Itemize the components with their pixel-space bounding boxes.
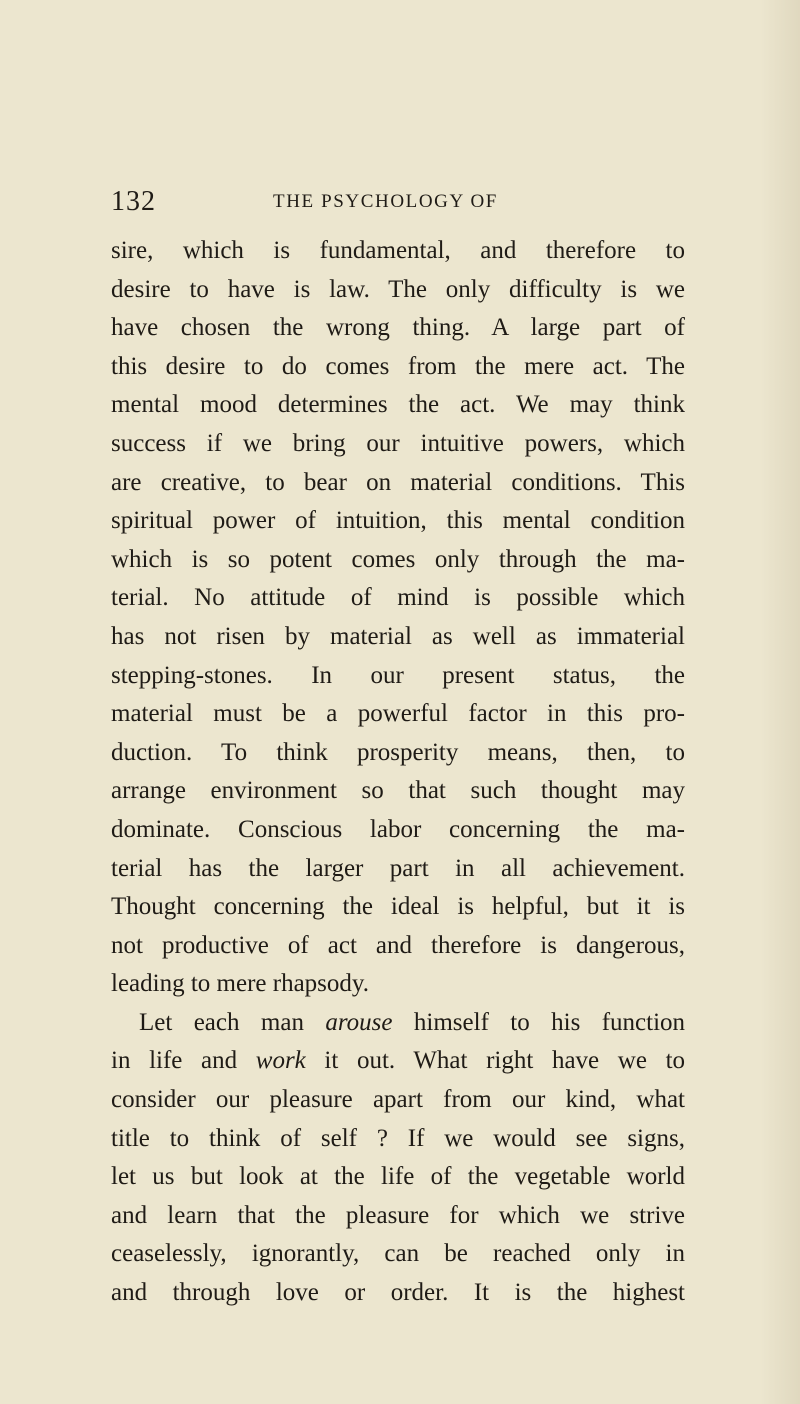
- text-line: are creative, to bear on material conditions. This: [111, 468, 685, 496]
- text-line: desire to have is law. The only difficulty is we: [111, 275, 685, 303]
- text-line: spiritual power of intuition, this mental condition: [111, 507, 685, 535]
- paragraph-start-line: [111, 1004, 685, 1043]
- text-line: and learn that the pleasure for which we strive: [111, 1201, 685, 1229]
- body-text: [111, 232, 685, 1313]
- text-line: material must be a powerful factor in this pro-: [111, 700, 685, 728]
- running-head: THE PSYCHOLOGY OF: [273, 191, 498, 212]
- text-line: terial has the larger part in all achievement.: [111, 854, 685, 882]
- text-line: let us but look at the life of the vegetable world: [111, 1163, 685, 1191]
- line-segment: Let each man: [139, 1008, 304, 1036]
- text-line: [111, 1042, 685, 1081]
- text-line: has not risen by material as well as immaterial: [111, 622, 685, 650]
- emphasis-word: work: [255, 1047, 306, 1075]
- text-line: success if we bring our intuitive powers, which: [111, 429, 685, 457]
- text-line: have chosen the wrong thing. A large part of: [111, 314, 685, 342]
- page-header: [111, 186, 691, 218]
- line-segment: himself to his function: [413, 1008, 686, 1036]
- line-segment: it out. What right have we to: [324, 1047, 686, 1075]
- text-line: Thought concerning the ideal is helpful, but it is: [111, 893, 685, 921]
- page-number: 132: [111, 186, 156, 217]
- text-line: duction. To think prosperity means, then, to: [111, 738, 685, 766]
- text-line: this desire to do comes from the mere act. The: [111, 352, 685, 380]
- text-line: dominate. Conscious labor concerning the ma-: [111, 815, 685, 843]
- text-line: which is so potent comes only through the ma-: [111, 545, 685, 573]
- text-line: sire, which is fundamental, and therefore to: [111, 237, 685, 264]
- text-line: ceaselessly, ignorantly, can be reached only in: [111, 1240, 685, 1268]
- text-line: stepping-stones. In our present status, the: [111, 661, 685, 689]
- text-line: title to think of self ? If we would see signs,: [111, 1124, 685, 1152]
- text-line: mental mood determines the act. We may think: [111, 391, 685, 419]
- text-line: leading to mere rhapsody.: [111, 970, 370, 998]
- page-edge-shadow: [760, 0, 800, 1404]
- text-line: terial. No attitude of mind is possible which: [111, 584, 685, 612]
- text-line: consider our pleasure apart from our kind, what: [111, 1086, 685, 1114]
- text-line: not productive of act and therefore is dangerous,: [111, 931, 685, 959]
- text-line: and through love or order. It is the highest: [111, 1279, 685, 1307]
- line-segment: in life and: [111, 1047, 238, 1075]
- text-line: arrange environment so that such thought may: [111, 777, 685, 805]
- emphasis-word: arouse: [325, 1008, 393, 1036]
